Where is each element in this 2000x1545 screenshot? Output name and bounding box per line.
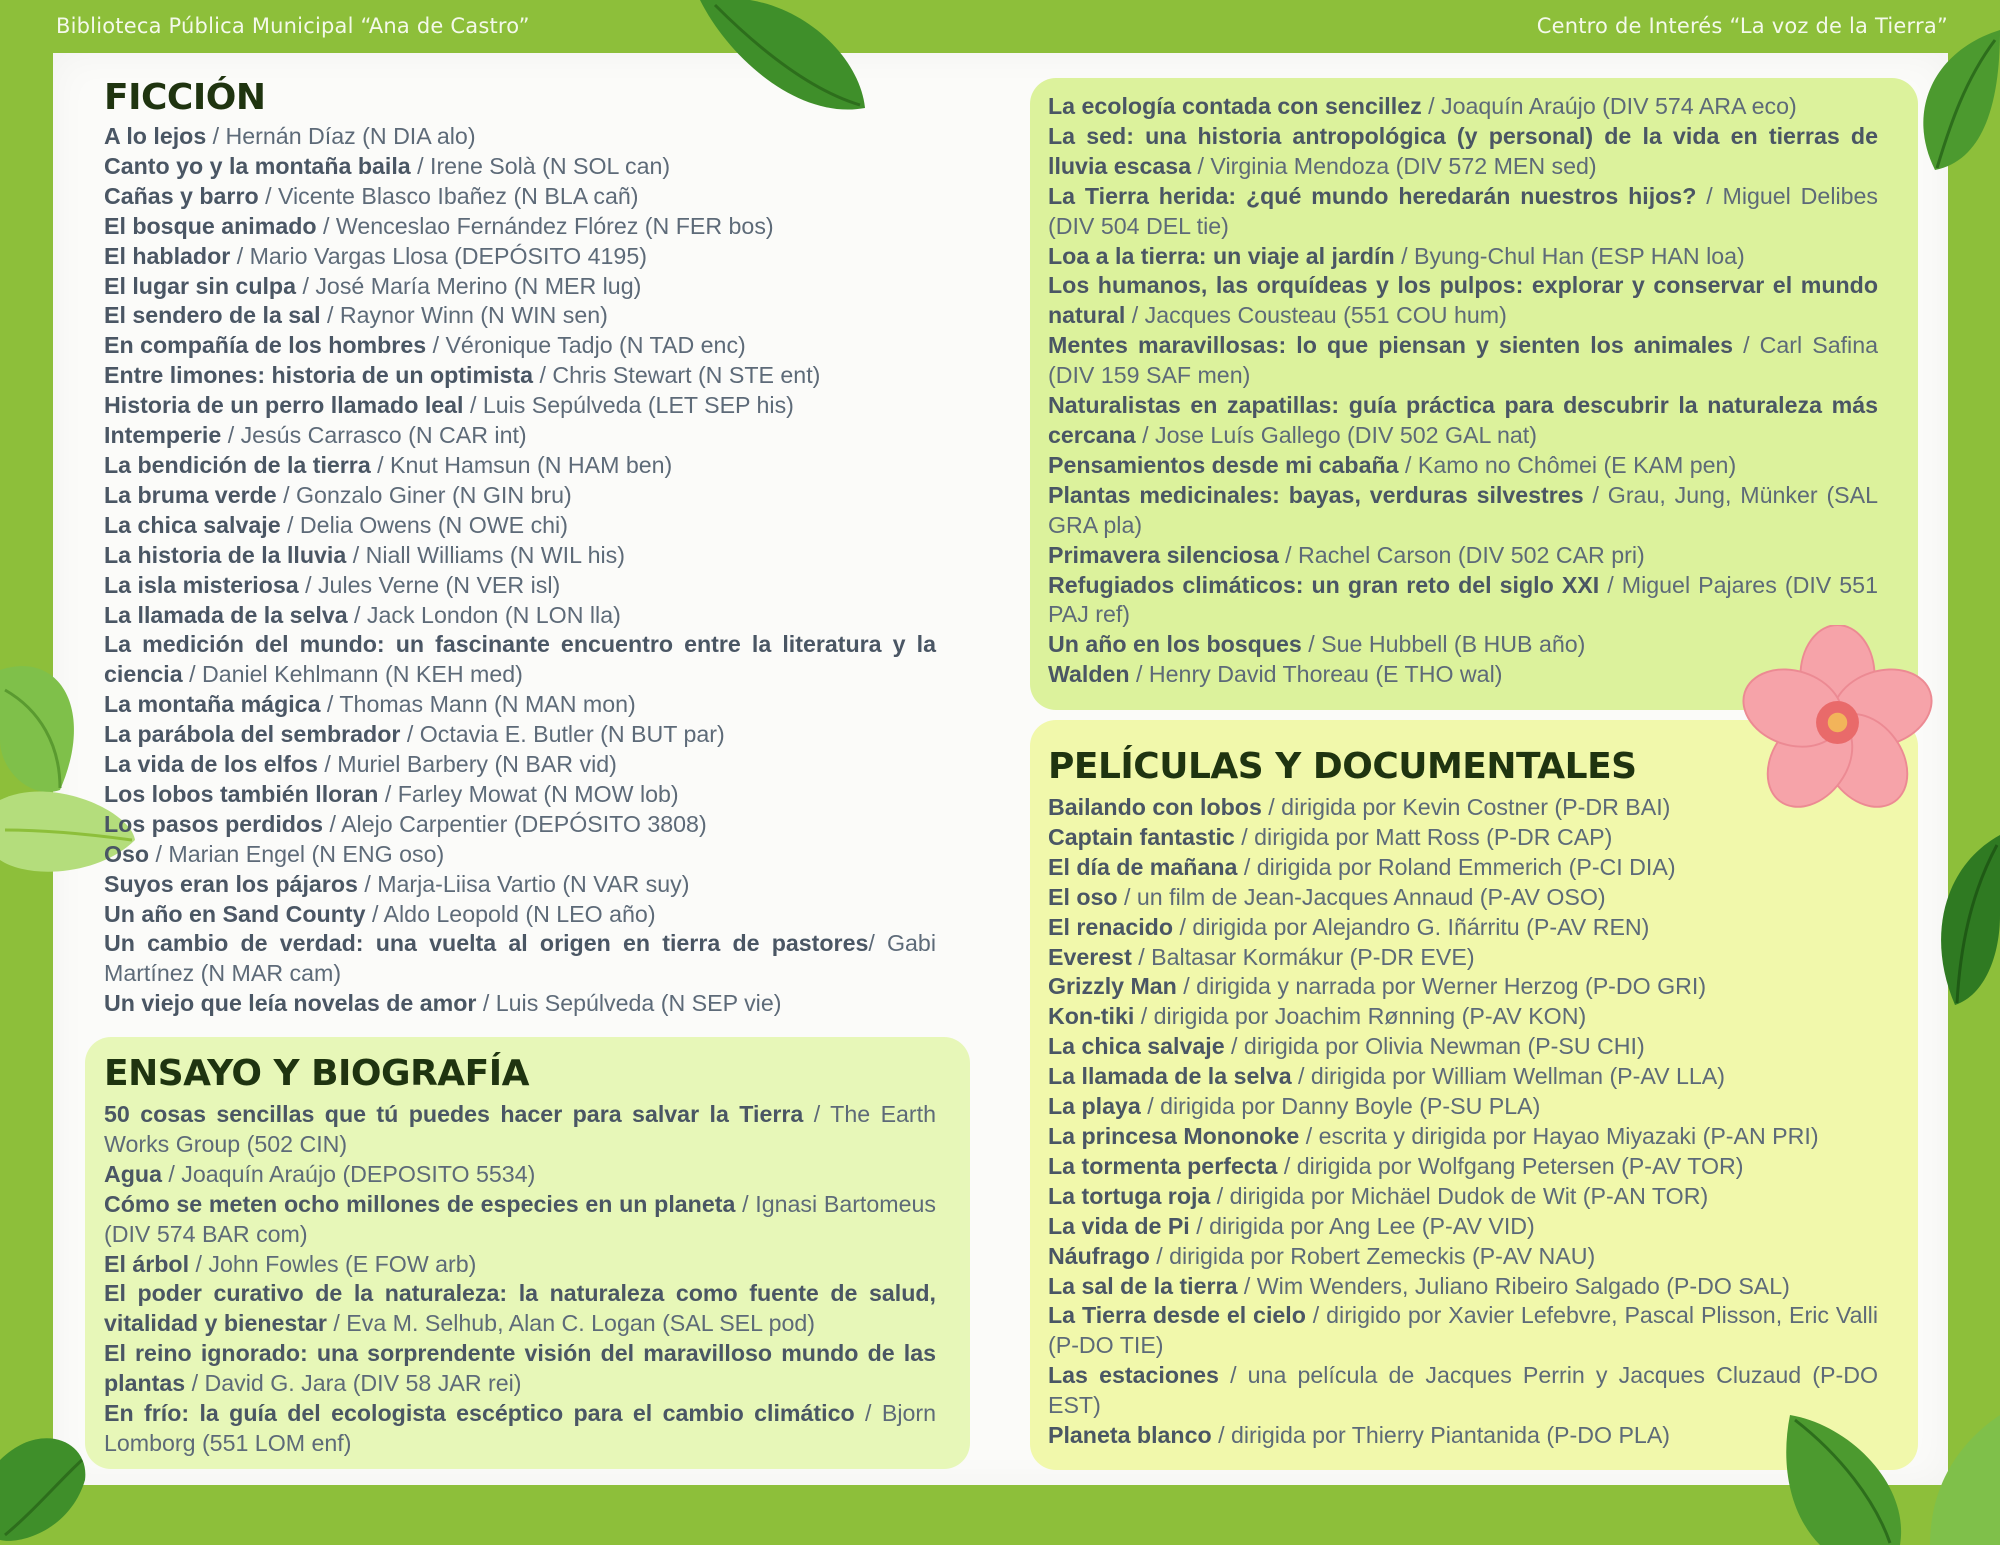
entry-title: La vida de los elfos [104,751,318,778]
list-item [104,571,936,601]
list-item [104,1250,936,1280]
list-item [104,1339,936,1399]
list-item [1048,481,1878,541]
entry-title: La princesa Mononoke [1048,1122,1300,1149]
entry-reference: / dirigida por Kevin Costner (P-DR BAI) [1261,794,1671,820]
entry-title: La chica salvaje [104,511,281,538]
entry-reference: / escrita y dirigida por Hayao Miyazaki (P-AN PRI) [1299,1122,1819,1149]
entry-reference: / Baltasar Kormákur (P-DR EVE) [1131,943,1475,970]
entry-reference: / dirigida y narrada por Werner Herzog (P-DO GRI) [1176,973,1707,1000]
entry-title: Kon-tiki [1048,1003,1135,1030]
list-item [1048,391,1878,451]
entry-reference: / Knut Hamsun (N HAM ben) [370,451,673,478]
essay-title: ENSAYO Y BIOGRAFÍA [104,1053,530,1094]
entry-title: El árbol [104,1250,190,1277]
list-item [1048,823,1878,853]
list-item [104,1100,936,1160]
entry-reference: / John Fowles (E FOW arb) [189,1250,477,1277]
entry-reference: / Wenceslao Fernández Flórez (N FER bos) [316,212,774,239]
entry-title: La bendición de la tierra [104,451,371,478]
list-item [104,870,936,900]
entry-reference: / un film de Jean-Jacques Annaud (P-AV OSO) [1117,883,1606,910]
entry-reference: / Joaquín Araújo (DEPOSITO 5534) [161,1160,536,1187]
list-item [104,840,936,870]
entry-reference: / dirigida por Olivia Newman (P-SU CHI) [1224,1033,1645,1060]
entry-reference: / Daniel Kehlmann (N KEH med) [182,661,523,688]
entry-title: Refugiados climáticos: un gran reto del siglo XXI [1048,571,1600,598]
list-item [1048,1421,1878,1451]
entry-reference: / Marian Engel (N ENG oso) [149,840,445,867]
list-item [1048,1092,1878,1122]
entry-title: Grizzly Man [1048,973,1177,1000]
essay-section [104,1052,936,1459]
list-item [1048,1272,1878,1302]
list-item [1048,92,1878,122]
library-name: Biblioteca Pública Municipal “Ana de Castro” [56,14,530,38]
entry-reference: / dirigida por Ang Lee (P-AV VID) [1189,1212,1535,1239]
entry-reference: / Grau, Jung, Münker (SAL GRA pla) [1048,481,1878,538]
entry-reference: / Jose Luís Gallego (DIV 502 GAL nat) [1135,421,1537,448]
entry-title: Oso [104,840,150,867]
entry-reference: / Marja-Liisa Vartio (N VAR suy) [357,870,690,897]
list-item [104,1399,936,1459]
list-item [1048,1301,1878,1361]
entry-title: La tortuga roja [1048,1182,1211,1209]
list-item [1048,541,1878,571]
entry-title: El hablador [104,242,231,269]
entry-reference: / dirigida por Michäel Dudok de Wit (P-AN TOR) [1210,1182,1709,1209]
entry-title: La sal de la tierra [1048,1272,1238,1299]
entry-reference: / Miguel Pajares (DIV 551 PAJ ref) [1048,571,1878,628]
fiction-title: FICCIÓN [104,77,266,118]
list-item [104,780,936,810]
list-item [1048,1002,1878,1032]
essay-continued-list [1048,92,1878,690]
essay-continued-section [1048,92,1878,690]
list-item [104,481,936,511]
entry-title: Loa a la tierra: un viaje al jardín [1048,242,1395,269]
entry-reference: / Kamo no Chômei (E KAM pen) [1398,451,1737,478]
entry-title: La llamada de la selva [1048,1063,1292,1090]
list-item [104,272,936,302]
list-item [104,242,936,272]
list-item [104,122,936,152]
list-item [1048,1122,1878,1152]
list-item [1048,660,1878,690]
entry-title: El día de mañana [1048,853,1238,880]
list-item [104,421,936,451]
entry-reference: / Raynor Winn (N WIN sen) [320,302,608,329]
list-item [104,361,936,391]
list-item [1048,883,1878,913]
entry-title: 50 cosas sencillas que tú puedes hacer para salvar la Tierra [104,1101,804,1127]
entry-reference: / dirigida por Matt Ross (P-DR CAP) [1234,823,1613,850]
entry-reference: / Luis Sepúlveda (LET SEP his) [463,392,794,419]
entry-reference: / dirigida por Roland Emmerich (P-CI DIA) [1237,853,1676,880]
entry-title: Plantas medicinales: bayas, verduras silvestres [1048,481,1584,508]
list-item [1048,943,1878,973]
entry-reference: / Wim Wenders, Juliano Ribeiro Salgado (P-DO SAL) [1237,1272,1790,1299]
entry-reference: / Miguel Delibes (DIV 504 DEL tie) [1048,182,1879,239]
entry-reference: / Bjorn Lomborg (551 LOM enf) [104,1400,937,1456]
list-item [104,152,936,182]
list-item [104,1279,936,1339]
entry-title: La vida de Pi [1048,1212,1190,1239]
list-item [104,810,936,840]
list-item [104,212,936,242]
entry-title: Las estaciones [1048,1362,1219,1389]
entry-title: Planeta blanco [1048,1422,1212,1449]
entry-title: Canto yo y la montaña baila [104,152,411,179]
entry-reference: / dirigida por Joachim Rønning (P-AV KON) [1134,1003,1587,1030]
entry-reference: / Mario Vargas Llosa (DEPÓSITO 4195) [230,242,647,269]
entry-title: El lugar sin culpa [104,272,296,299]
entry-title: La chica salvaje [1048,1033,1225,1060]
entry-title: La Tierra desde el cielo [1048,1302,1306,1329]
entry-reference: / Byung-Chul Han (ESP HAN loa) [1394,242,1745,269]
entry-title: La playa [1048,1093,1141,1120]
list-item [104,541,936,571]
list-item [1048,331,1878,391]
entry-reference: / dirigida por Wolfgang Petersen (P-AV TOR) [1277,1152,1744,1179]
entry-title: Náufrago [1048,1242,1150,1269]
entry-reference: / Ignasi Bartomeus (DIV 574 BAR com) [104,1190,936,1247]
list-item [104,1190,936,1250]
entry-title: Suyos eran los pájaros [104,870,358,897]
entry-reference: / Niall Williams (N WIL his) [346,541,625,568]
entry-title: Entre limones: historia de un optimista [104,362,534,389]
entry-title: El bosque animado [104,212,317,239]
entry-reference: / Véronique Tadjo (N TAD enc) [426,332,746,359]
list-item [104,690,936,720]
list-item [1048,271,1878,331]
entry-reference: / Jack London (N LON lla) [347,601,621,628]
entry-title: La ecología contada con sencillez [1048,93,1422,119]
list-item [1048,1212,1878,1242]
entry-title: Cómo se meten ocho millones de especies en un planeta [104,1190,736,1217]
list-item [1048,630,1878,660]
list-item [1048,1361,1878,1421]
entry-reference: / David G. Jara (DIV 58 JAR rei) [185,1370,522,1397]
entry-reference: / Virginia Mendoza (DIV 572 MEN sed) [1191,152,1597,179]
entry-title: A lo lejos [104,123,207,149]
list-item [1048,853,1878,883]
leaf-icon [1895,30,2000,180]
list-item [1048,451,1878,481]
list-item [1048,1032,1878,1062]
list-item [1048,182,1878,242]
entry-title: El reino ignorado: una sorprendente visión del maravilloso mundo de las plantas [104,1340,936,1397]
entry-title: En frío: la guía del ecologista escéptico para el cambio climático [104,1400,855,1427]
list-item [104,900,936,930]
entry-title: Pensamientos desde mi cabaña [1048,451,1399,478]
entry-title: La historia de la lluvia [104,541,347,568]
entry-title: La medición del mundo: un fascinante encuentro entre la literatura y la ciencia [104,631,936,688]
leaf-icon [0,1420,90,1545]
entry-reference: / Delia Owens (N OWE chi) [280,511,568,538]
list-item [104,391,936,421]
entry-title: Captain fantastic [1048,823,1235,850]
entry-title: Cañas y barro [104,182,259,209]
leaf-icon [1925,835,2000,1010]
entry-reference: / Carl Safina (DIV 159 SAF men) [1048,332,1878,389]
entry-title: Naturalistas en zapatillas: guía práctica para descubrir la naturaleza más cercana [1048,392,1878,448]
entry-title: Los lobos también lloran [104,780,379,807]
list-item [104,301,936,331]
list-item [1048,793,1878,823]
entry-title: Un cambio de verdad: una vuelta al origen en tierra de pastores [104,930,869,957]
entry-title: Un viejo que leía novelas de amor [104,990,477,1017]
entry-reference: / Luis Sepúlveda (N SEP vie) [476,990,782,1017]
list-item [1048,1062,1878,1092]
entry-reference: / Joaquín Araújo (DIV 574 ARA eco) [1421,93,1797,119]
list-item [1048,1152,1878,1182]
entry-reference: / Jules Verne (N VER isl) [298,571,561,598]
list-item [104,451,936,481]
entry-reference: / Eva M. Selhub, Alan C. Logan (SAL SEL pod) [326,1310,816,1337]
entry-title: Un año en los bosques [1048,631,1302,658]
entry-reference: / una película de Jacques Perrin y Jacques Cluzaud (P-DO EST) [1048,1362,1878,1419]
entry-title: Los pasos perdidos [104,810,324,837]
list-item [1048,972,1878,1002]
list-item [104,601,936,631]
entry-title: Primavera silenciosa [1048,541,1279,568]
entry-title: La sed: una historia antropológica (y personal) de la vida en tierras de lluvia escasa [1048,122,1878,179]
entry-title: Walden [1048,661,1130,688]
entry-reference: / Hernán Díaz (N DIA alo) [206,123,476,149]
entry-reference: / Jacques Cousteau (551 COU hum) [1125,302,1507,329]
list-item [104,929,936,989]
entry-title: En compañía de los hombres [104,332,427,359]
list-item [1048,242,1878,272]
entry-reference: / Alejo Carpentier (DEPÓSITO 3808) [323,810,707,837]
list-item [1048,913,1878,943]
entry-title: La bruma verde [104,481,277,508]
list-item [104,750,936,780]
entry-reference: / José María Merino (N MER lug) [296,272,642,299]
entry-title: La montaña mágica [104,691,321,718]
list-item [104,331,936,361]
entry-title: La llamada de la selva [104,601,348,628]
entry-reference: / Aldo Leopold (N LEO año) [365,900,656,927]
entry-reference: / dirigida por William Wellman (P-AV LLA) [1291,1063,1725,1090]
entry-title: El sendero de la sal [104,302,321,329]
entry-reference: / Farley Mowat (N MOW lob) [378,780,679,807]
essay-list [104,1100,936,1459]
entry-reference: / Jesús Carrasco (N CAR int) [221,422,527,449]
entry-title: La parábola del sembrador [104,721,401,748]
list-item [104,182,936,212]
entry-title: Historia de un perro llamado leal [104,392,464,419]
entry-reference: / Irene Solà (N SOL can) [410,152,671,179]
entry-reference: / Gabi Martínez (N MAR cam) [104,930,936,987]
entry-reference: / Gonzalo Giner (N GIN bru) [276,481,572,508]
entry-reference: / dirigida por Thierry Piantanida (P-DO PLA) [1211,1422,1671,1449]
entry-title: La tormenta perfecta [1048,1152,1278,1179]
entry-reference: / dirigida por Robert Zemeckis (P-AV NAU) [1149,1242,1596,1269]
list-item [1048,1242,1878,1272]
list-item [1048,1182,1878,1212]
fiction-section [104,76,936,1019]
list-item [104,630,936,690]
entry-reference: / Henry David Thoreau (E THO wal) [1129,661,1503,688]
entry-reference: / Sue Hubbell (B HUB año) [1301,631,1586,658]
entry-title: El oso [1048,883,1118,910]
entry-title: Un año en Sand County [104,900,366,927]
entry-reference: / Thomas Mann (N MAN mon) [320,691,636,718]
entry-reference: / Muriel Barbery (N BAR vid) [317,751,617,778]
fiction-list [104,122,936,1019]
entry-reference: / dirigida por Alejandro G. Iñárritu (P-AV REN) [1173,913,1650,940]
list-item [1048,571,1878,631]
interest-center-name: Centro de Interés “La voz de la Tierra” [1536,14,1948,38]
list-item [104,720,936,750]
entry-reference: / Octavia E. Butler (N BUT par) [400,721,725,748]
entry-reference: / dirigido por Xavier Lefebvre, Pascal Plisson, Eric Valli (P-DO TIE) [1048,1302,1878,1359]
movies-section [1048,745,1878,1451]
entry-reference: / dirigida por Danny Boyle (P-SU PLA) [1140,1093,1541,1120]
entry-title: La isla misteriosa [104,571,299,598]
entry-title: Los humanos, las orquídeas y los pulpos: explorar y conservar el mundo natural [1048,272,1878,329]
entry-title: Mentes maravillosas: lo que piensan y sienten los animales [1048,332,1734,359]
entry-reference: / Chris Stewart (N STE ent) [533,362,821,389]
entry-title: El renacido [1048,913,1173,940]
list-item [1048,122,1878,182]
entry-title: Agua [104,1160,162,1187]
entry-title: Bailando con lobos [1048,794,1262,820]
entry-title: Intemperie [104,422,222,449]
list-item [104,989,936,1019]
entry-reference: / Vicente Blasco Ibañez (N BLA cañ) [258,182,639,209]
entry-title: El poder curativo de la naturaleza: la naturaleza como fuente de salud, vitalidad y bienestar [104,1280,936,1337]
entry-reference: / Rachel Carson (DIV 502 CAR pri) [1278,541,1645,568]
movies-title: PELÍCULAS Y DOCUMENTALES [1048,746,1637,787]
entry-title: Everest [1048,943,1132,970]
list-item [104,1160,936,1190]
list-item [104,511,936,541]
movies-list [1048,793,1878,1451]
entry-reference: / The Earth Works Group (502 CIN) [104,1101,936,1157]
entry-title: La Tierra herida: ¿qué mundo heredarán nuestros hijos? [1048,182,1697,209]
